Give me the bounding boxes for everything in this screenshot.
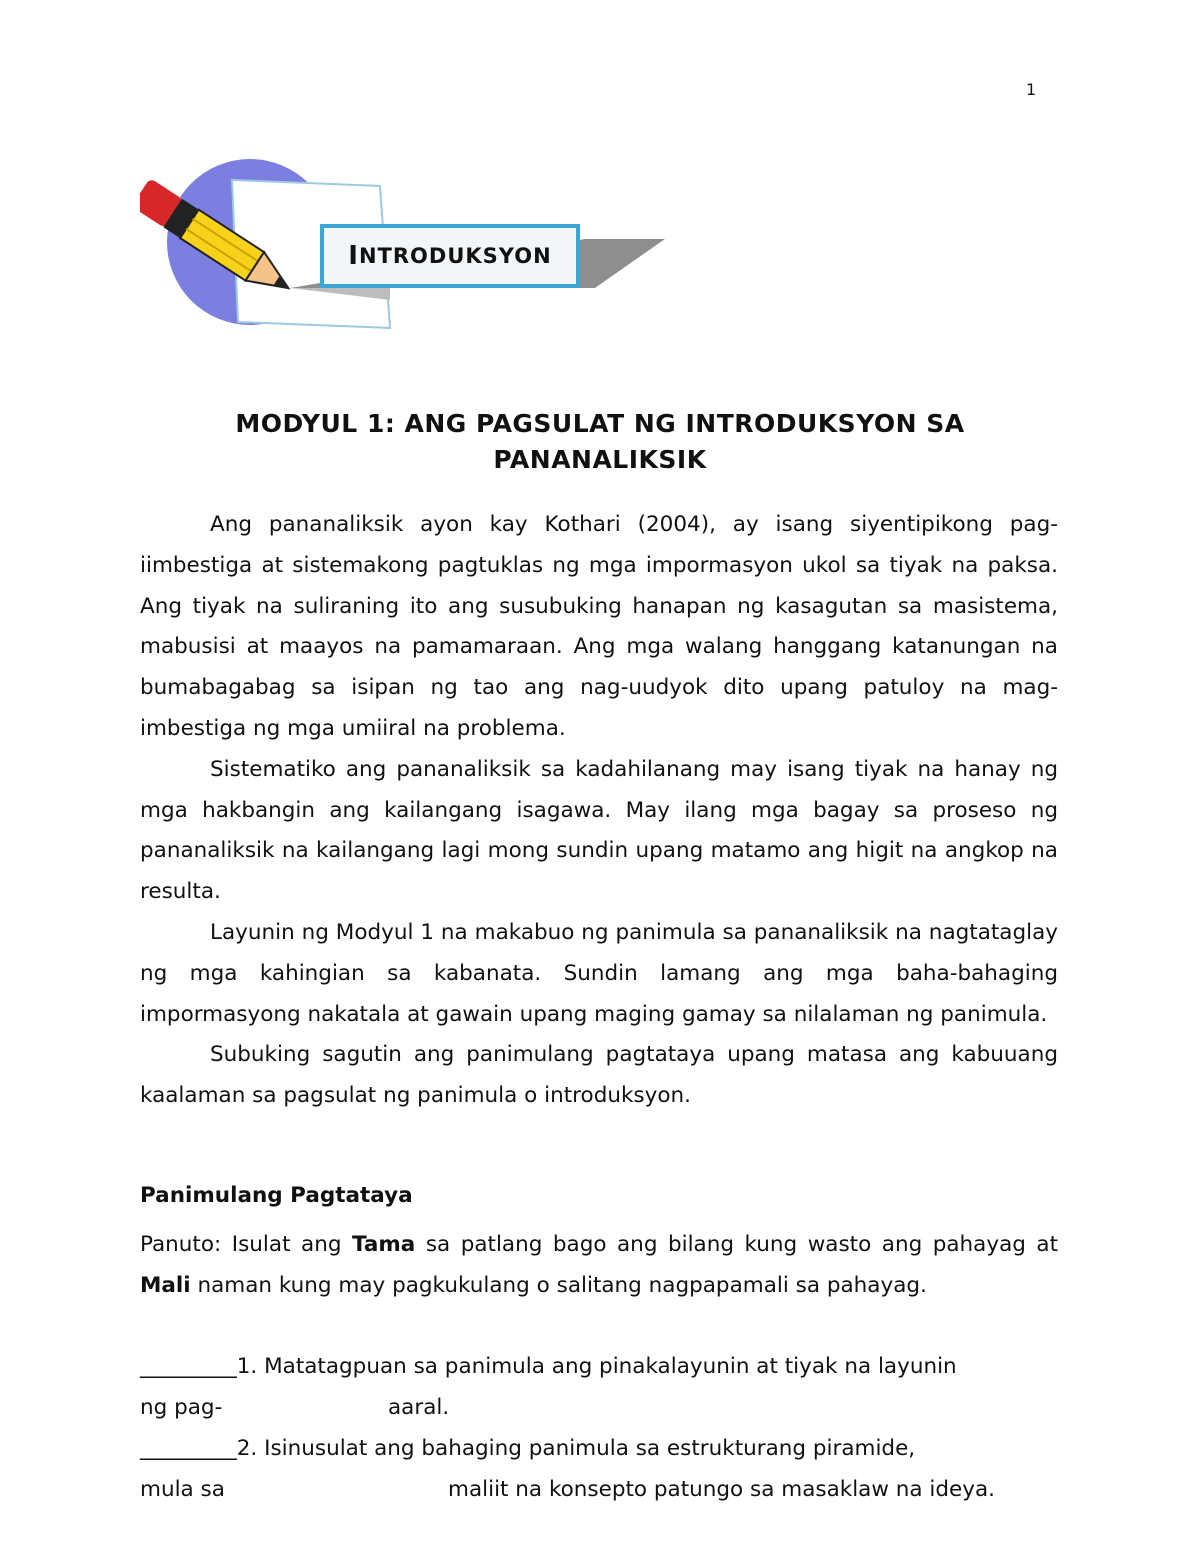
assessment-item-2 xyxy=(140,1429,1058,1511)
item-1-continuation-b: aaral. xyxy=(388,1394,450,1420)
instructions-part-3: naman kung may pagkukulang o salitang nagpapamali sa pahayag. xyxy=(190,1272,927,1298)
paragraph-2: Sistematiko ang pananaliksik sa kadahilanang may isang tiyak na hanay ng mga hakbangin ang kailangang isagawa. May ilang mga bagay sa proseso ng pananaliksik na kailangang lagi mong sundin upang matamo ang higit na angkop na resulta. xyxy=(140,756,1058,905)
answer-blank-1[interactable]: _________ xyxy=(140,1354,237,1379)
instructions-part-1: Panuto: Isulat ang xyxy=(140,1232,352,1257)
introduction-label-rest: NTRODUKSYON xyxy=(358,244,552,268)
paragraph-4: Subuking sagutin ang panimulang pagtataya upang matasa ang kabuuang kaalaman sa pagsulat ng panimula o introduksyon. xyxy=(140,1042,1058,1109)
instructions-mali: Mali xyxy=(140,1272,191,1298)
paragraph-1: Ang pananaliksik ayon kay Kothari (2004), ay isang siyentipikong pag-iimbestiga at sistemakong pagtuklas ng mga impormasyon ukol sa tiyak na paksa. Ang tiyak na suliraning ito ang susubuking hanapan ng kasagutan sa masistema, mabusisi at maayos na pamamaraan. Ang mga walang hanggang katanungan na bumabagabag sa isipan ng tao ang nag-uudyok dito upang patuloy na mag-imbestiga ng mga umiiral na problema. xyxy=(140,512,1058,741)
item-2-text: 2. Isinusulat ang bahaging panimula sa estrukturang piramide, xyxy=(236,1436,916,1461)
item-2-continuation-b: maliit na konsepto patungo sa masaklaw na ideya. xyxy=(448,1476,995,1502)
assessment-heading: Panimulang Pagtataya xyxy=(140,1183,413,1208)
assessment-instructions xyxy=(140,1225,1058,1307)
instructions-tama: Tama xyxy=(351,1232,416,1257)
module-title-line-1: MODYUL 1: ANG PAGSULAT NG INTRODUKSYON SA xyxy=(235,409,965,438)
item-1-continuation-a: ng pag- xyxy=(140,1394,223,1420)
introduction-label-initial: I xyxy=(348,241,359,271)
module-title-line-2: PANANALIKSIK xyxy=(493,445,707,474)
assessment-item-1 xyxy=(140,1347,1058,1429)
introduction-label xyxy=(320,224,580,288)
paragraph-3: Layunin ng Modyul 1 na makabuo ng panimula sa pananaliksik na nagtataglay ng mga kahingian sa kabanata. Sundin lamang ang mga baha-bahaging impormasyong nakatala at gawain upang maging gamay sa nilalaman ng panimula. xyxy=(140,919,1058,1027)
module-title xyxy=(140,406,1060,478)
introduction-body xyxy=(140,505,1058,1117)
instructions-part-2: sa patlang bago ang bilang kung wasto ang pahayag at xyxy=(415,1232,1058,1257)
answer-blank-2[interactable]: _________ xyxy=(140,1436,237,1461)
item-2-continuation-a: mula sa xyxy=(140,1476,225,1502)
page-number: 1 xyxy=(1026,80,1037,99)
item-1-text: 1. Matatagpuan sa panimula ang pinakalayunin at tiyak na layunin xyxy=(236,1354,957,1379)
